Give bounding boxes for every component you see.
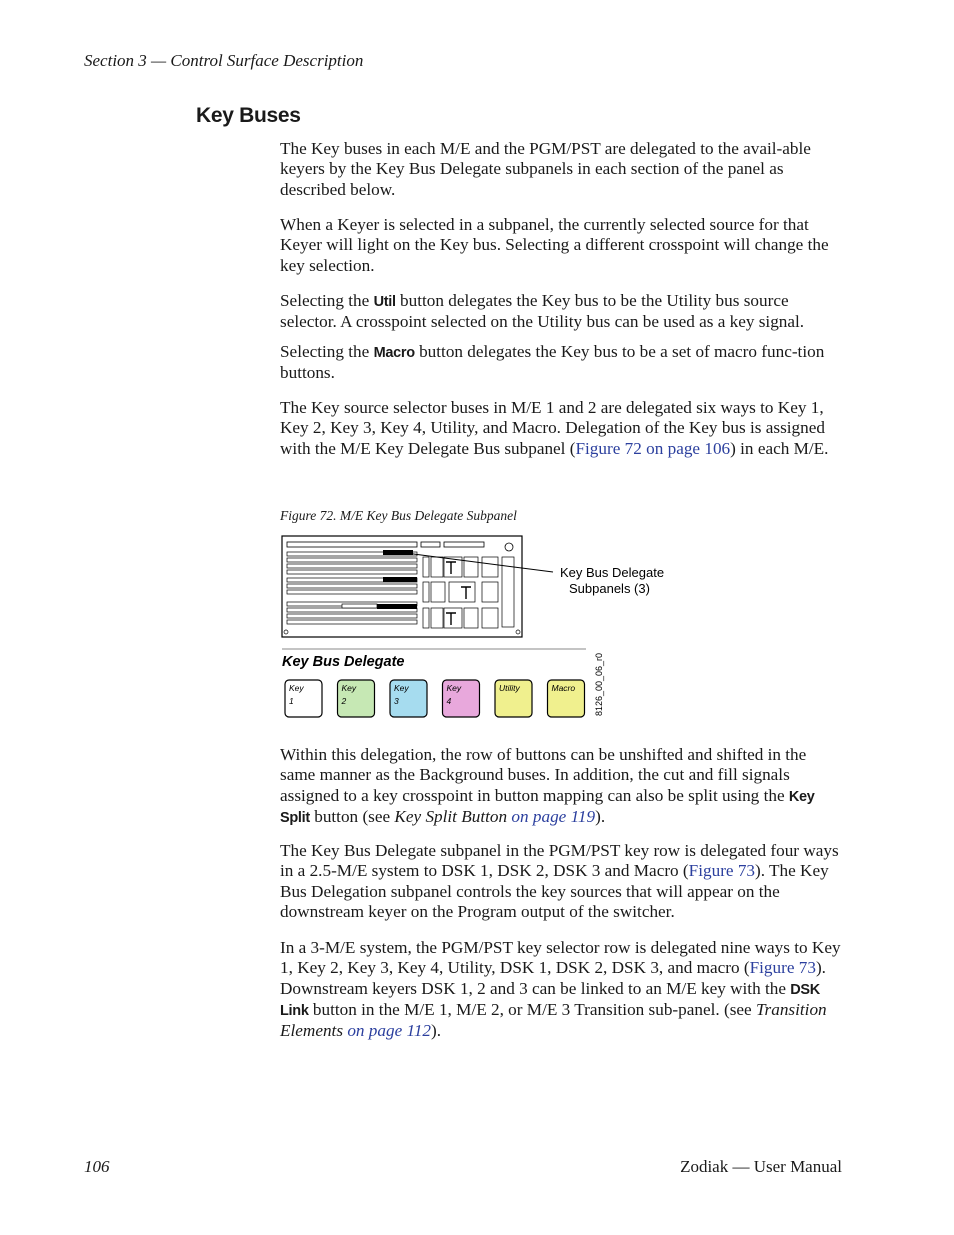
page-number: 106 bbox=[84, 1157, 110, 1176]
figure-73-link[interactable]: Figure 73 bbox=[749, 958, 816, 978]
callout-label: Subpanels (3) bbox=[569, 581, 650, 596]
button-label: Macro bbox=[551, 683, 576, 693]
key-split-button-label: Key Split bbox=[280, 788, 815, 826]
button-label: Key bbox=[446, 683, 462, 693]
page-119-link[interactable]: on page 119 bbox=[507, 806, 596, 826]
text: button delegates the Key bus to be the Utility bus source selector. A crosspoint selected on the Utility bus can be used as a key signal. bbox=[280, 291, 805, 332]
text: ). The Key Bus Delegation subpanel controls the key sources that will appear on the downstream keyer on the Program output of the switcher. bbox=[280, 861, 829, 921]
figure-72 bbox=[270, 530, 690, 734]
manual-title: Zodiak — User Manual bbox=[680, 1157, 842, 1176]
text: Within this delegation, the row of buttons can be unshifted and shifted in the same manner as the Background buses. In addition, the cut and fill signals assigned to a key crosspoint in button mapping can also be split using the bbox=[280, 745, 807, 805]
key-bus-delegate-marker bbox=[383, 577, 417, 582]
paragraph-3 bbox=[280, 291, 842, 333]
section-title: Key Buses bbox=[196, 104, 301, 127]
text: In a 3-M/E system, the PGM/PST key selector row is delegated nine ways to Key 1, Key 2, Key 3, Key 4, Utility, DSK 1, DSK 2, DSK 3, and macro ( bbox=[280, 938, 841, 978]
key-bus-delegate-marker bbox=[377, 604, 417, 609]
text: Selecting the bbox=[280, 291, 374, 310]
text: button (see bbox=[309, 806, 395, 826]
util-button-label: Util bbox=[373, 294, 396, 310]
delegate-button-key-3[interactable] bbox=[390, 680, 427, 717]
callout-label: Key Bus Delegate bbox=[560, 565, 665, 580]
text: ). bbox=[431, 1021, 442, 1041]
text: Key Split Button bbox=[394, 806, 508, 826]
text: The Key Bus Delegate subpanel in the PGM/PST key row is delegated four ways in a 2.5-M/E system to DSK 1, DSK 2, DSK 3 and Macro ( bbox=[280, 841, 839, 881]
drawing-id: 8126_00_06_r0 bbox=[594, 652, 604, 716]
delegate-button-utility[interactable] bbox=[495, 680, 532, 717]
button-label: 4 bbox=[446, 696, 452, 706]
text: ). bbox=[595, 806, 606, 826]
paragraph-4 bbox=[280, 342, 842, 384]
macro-button-label: Macro bbox=[373, 345, 415, 361]
key-bus-delegate-buttons bbox=[285, 680, 585, 717]
delegate-button-key-2[interactable] bbox=[338, 680, 375, 717]
text: The Key source selector buses in M/E 1 and 2 are delegated six ways to Key 1, Key 2, Key 3, Key 4, Utility, and Macro. Delegation of the Key bus is assigned with the M/E Key Delegate Bus subpanel ( bbox=[280, 398, 825, 458]
page-112-link[interactable]: on page 112 bbox=[343, 1021, 432, 1041]
panel-title: Key Bus Delegate bbox=[282, 654, 405, 670]
figure-73-link[interactable]: Figure 73 bbox=[688, 861, 756, 881]
button-label: Key bbox=[289, 683, 304, 693]
button-label: 3 bbox=[394, 696, 399, 706]
paragraph-8 bbox=[280, 938, 842, 1041]
button-label: 1 bbox=[289, 696, 294, 706]
button-label: Key bbox=[394, 683, 409, 693]
figure-72-link[interactable]: Figure 72 on page 106 bbox=[575, 438, 731, 458]
delegate-button-macro[interactable] bbox=[548, 680, 585, 717]
text: Transition Elements bbox=[280, 999, 827, 1041]
text: Selecting the bbox=[280, 342, 374, 361]
dsk-link-button-label: DSK Link bbox=[280, 981, 820, 1019]
paragraph-2: When a Keyer is selected in a subpanel, the currently selected source for that Keyer will light on the Key bus. Selecting a different crosspoint will change the key selection. bbox=[280, 215, 829, 275]
delegate-button-key-4[interactable] bbox=[443, 680, 480, 717]
paragraph-6 bbox=[280, 745, 842, 828]
figure-caption: Figure 72. M/E Key Bus Delegate Subpanel bbox=[280, 508, 517, 523]
button-label: Key bbox=[341, 683, 357, 693]
paragraph-7 bbox=[280, 841, 842, 922]
text: button in the M/E 1, M/E 2, or M/E 3 Transition sub-panel. (see bbox=[308, 999, 756, 1019]
figure-drawing bbox=[270, 530, 690, 730]
text: button delegates the Key bus to be a set of macro func-tion buttons. bbox=[280, 342, 825, 383]
button-label: Utility bbox=[499, 683, 520, 693]
paragraph-5 bbox=[280, 398, 842, 459]
button-label: 2 bbox=[341, 696, 347, 706]
paragraph-1: The Key buses in each M/E and the PGM/PST are delegated to the avail-able keyers by the Key Bus Delegate subpanels in each section of the panel as described below. bbox=[280, 139, 811, 199]
text: ) in each M/E. bbox=[730, 438, 829, 458]
delegate-button-key-1[interactable] bbox=[285, 680, 322, 717]
text: ). Downstream keyers DSK 1, 2 and 3 can be linked to an M/E key with the bbox=[280, 958, 826, 998]
running-header: Section 3 — Control Surface Description bbox=[84, 51, 364, 70]
